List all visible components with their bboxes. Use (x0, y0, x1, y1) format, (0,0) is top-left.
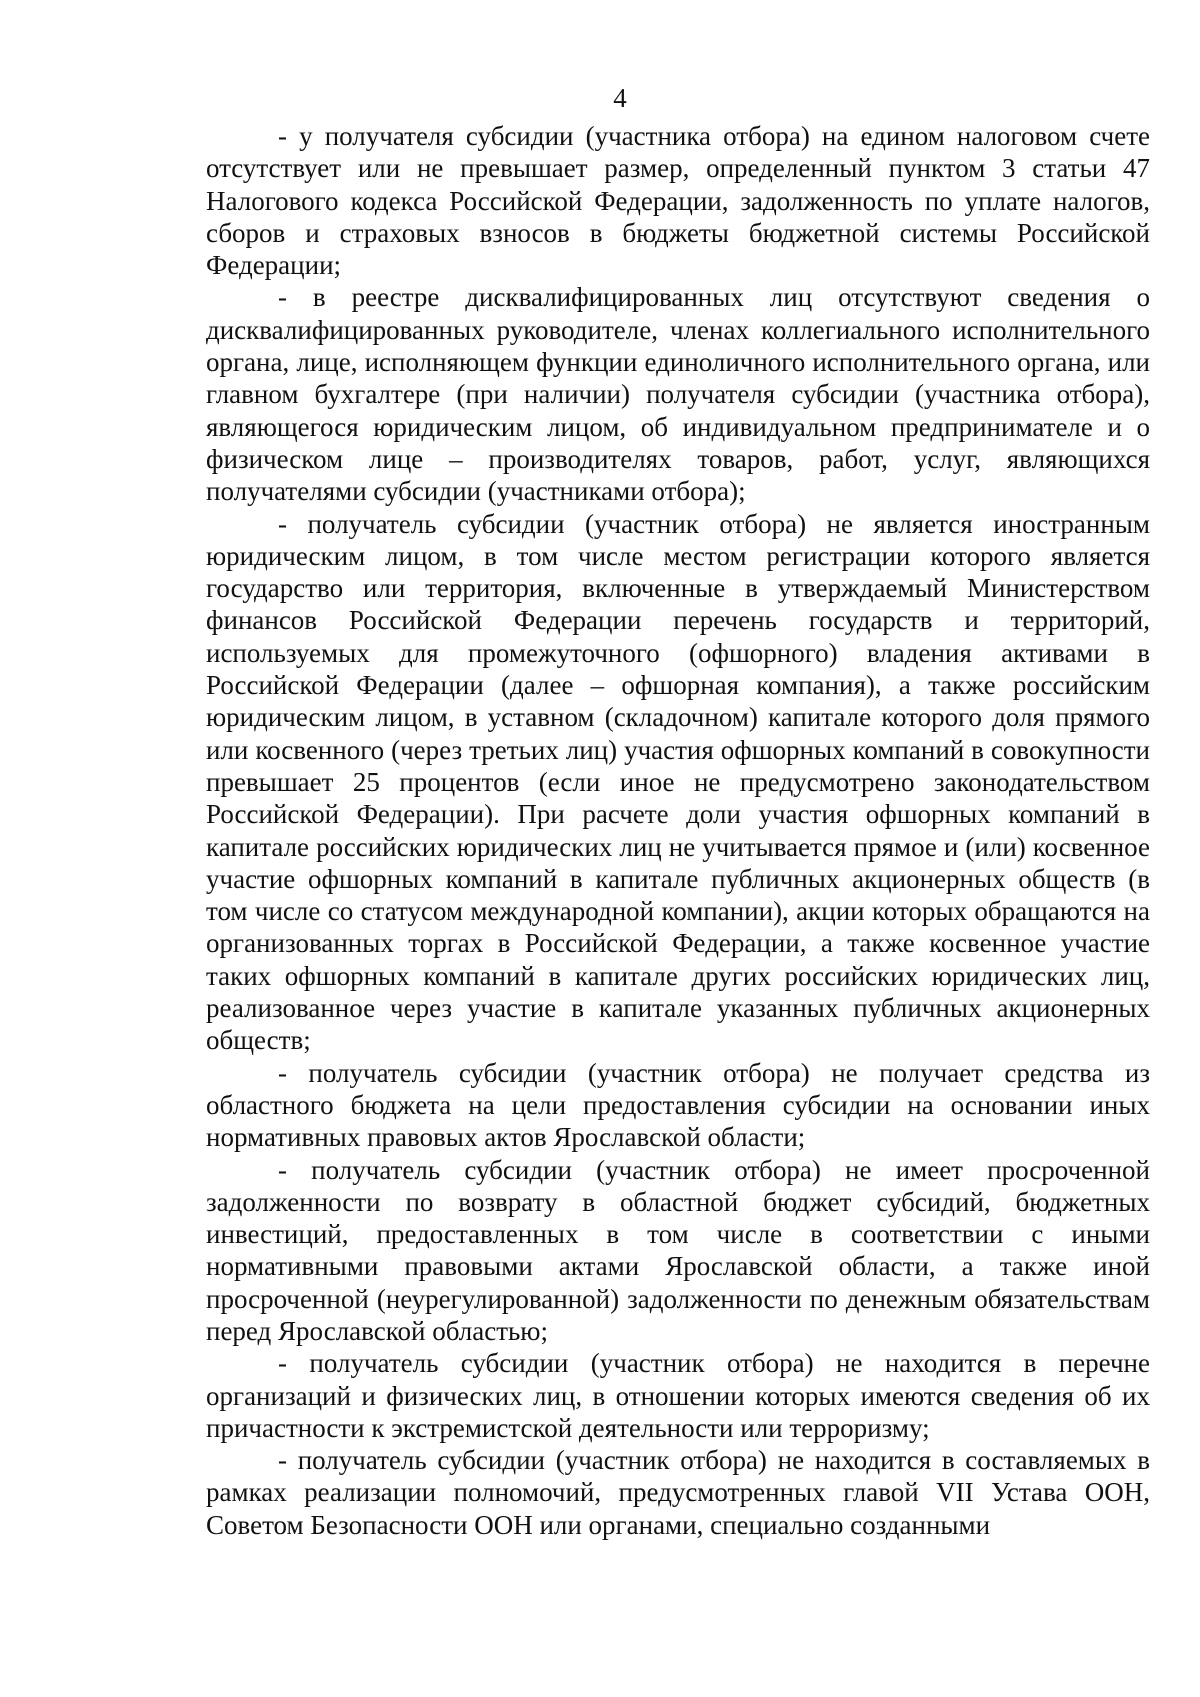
document-body (206, 120, 1150, 1541)
paragraph-disqualified-persons: - в реестре дисквалифицированных лиц отсутствуют сведения о дисквалифицированных руководителе, членах коллегиального исполнительного органа, лице, исполняющем функции единоличного исполнительного органа, или главном бухгалтере (при наличии) получателя субсидии (участника отбора), являющегося юридическим лицом, об индивидуальном предпринимателе и о физическом лице – производителях товаров, работ, услуг, являющихся получателями субсидии (участниками отбора); (206, 282, 1150, 507)
paragraph-un-sanctions: - получатель субсидии (участник отбора) не находится в составляемых в рамках реализации полномочий, предусмотренных главой VII Устава ООН, Советом Безопасности ООН или органами, специально созданными (206, 1445, 1150, 1540)
paragraph-foreign-offshore: - получатель субсидии (участник отбора) не является иностранным юридическим лицом, в том числе местом регистрации которого является государство или территория, включенные в утверждаемый Министерством финансов Российской Федерации перечень государств и территорий, используемых для промежуточного (офшорного) владения активами в Российской Федерации (далее – офшорная компания), а также российским юридическим лицом, в уставном (складочном) капитале которого доля прямого или косвенного (через третьих лиц) участия офшорных компаний в совокупности превышает 25 процентов (если иное не предусмотрено законодательством Российской Федерации). При расчете доли участия офшорных компаний в капитале российских юридических лиц не учитывается прямое и (или) косвенное участие офшорных компаний в капитале публичных акционерных обществ (в том числе со статусом международной компании), акции которых обращаются на организованных торгах в Российской Федерации, а также косвенное участие таких офшорных компаний в капитале других российских юридических лиц, реализованное через участие в капитале указанных публичных акционерных обществ; (206, 508, 1150, 1056)
paragraph-extremism-list: - получатель субсидии (участник отбора) не находится в перечне организаций и физических лиц, в отношении которых имеются сведения об их причастности к экстремистской деятельности или терроризму; (206, 1348, 1150, 1443)
paragraph-overdue-debt: - получатель субсидии (участник отбора) не имеет просроченной задолженности по возврату в областной бюджет субсидий, бюджетных инвестиций, предоставленных в том числе в соответствии с иными нормативными правовыми актами Ярославской области, а также иной просроченной (неурегулированной) задолженности по денежным обязательствам перед Ярославской областью; (206, 1154, 1150, 1346)
paragraph-tax-debt: - у получателя субсидии (участника отбора) на едином налоговом счете отсутствует или не превышает размер, определенный пунктом 3 статьи 47 Налогового кодекса Российской Федерации, задолженность по уплате налогов, сборов и страховых взносов в бюджеты бюджетной системы Российской Федерации; (206, 121, 1150, 281)
page-number: 4 (613, 83, 627, 113)
paragraph-other-budget-funds: - получатель субсидии (участник отбора) не получает средства из областного бюджета на цели предоставления субсидии на основании иных нормативных правовых актов Ярославской области; (206, 1057, 1150, 1153)
